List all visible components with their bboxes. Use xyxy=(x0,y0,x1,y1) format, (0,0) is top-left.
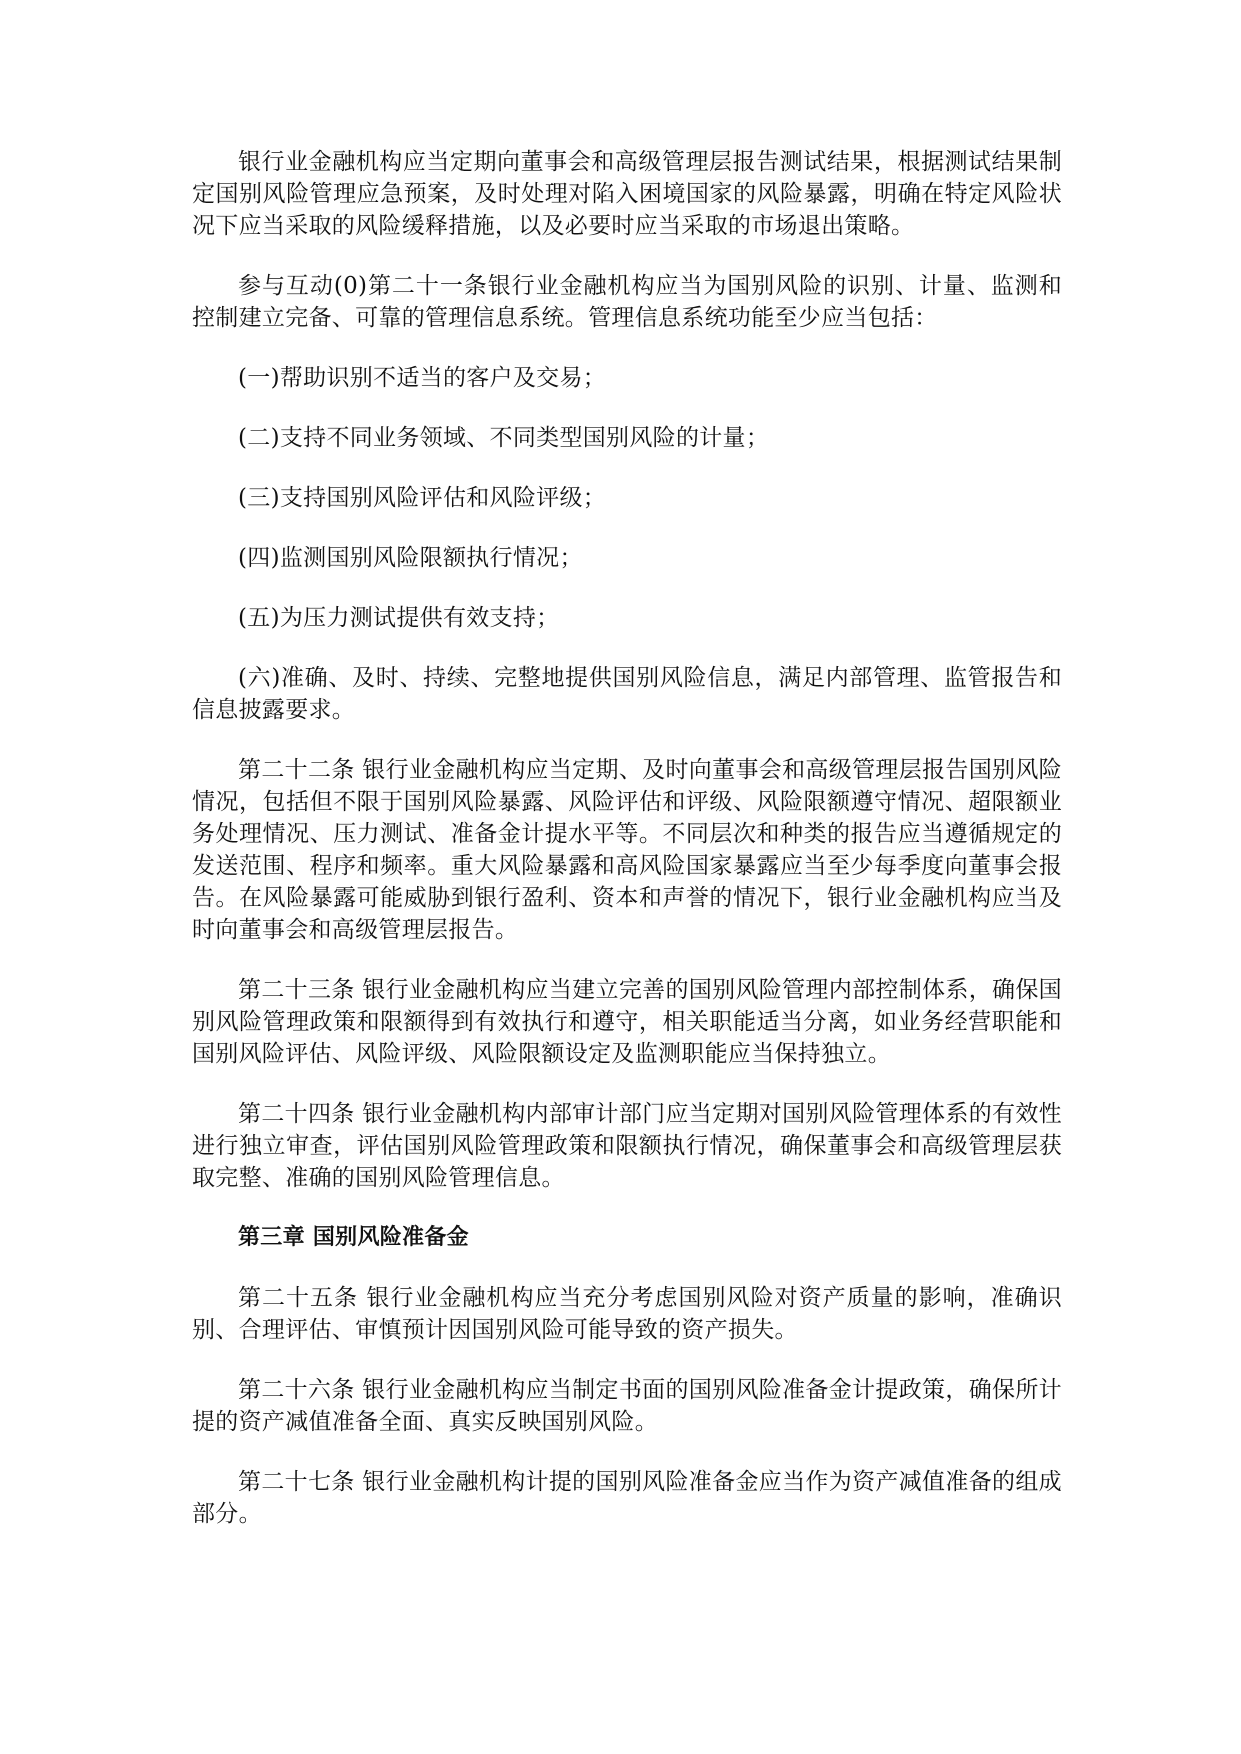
document-body xyxy=(192,146,1062,1558)
paragraph-article-23: 第二十三条 银行业金融机构应当建立完善的国别风险管理内部控制体系，确保国别风险管理政策和限额得到有效执行和遵守，相关职能适当分离，如业务经营职能和国别风险评估、风险评级、风险限额设定及监测职能应当保持独立。 xyxy=(192,977,1062,1067)
list-item-5: (五)为压力测试提供有效支持； xyxy=(238,605,560,631)
list-item-2: (二)支持不同业务领域、不同类型国别风险的计量； xyxy=(238,425,770,451)
list-item-6: (六)准确、及时、持续、完整地提供国别风险信息，满足内部管理、监管报告和信息披露要求。 xyxy=(192,665,1062,723)
chapter-title: 第三章 国别风险准备金 xyxy=(238,1225,469,1250)
paragraph-article-26: 第二十六条 银行业金融机构应当制定书面的国别风险准备金计提政策，确保所计提的资产减值准备全面、真实反映国别风险。 xyxy=(192,1377,1062,1435)
paragraph-test-results: 银行业金融机构应当定期向董事会和高级管理层报告测试结果，根据测试结果制定国别风险管理应急预案，及时处理对陷入困境国家的风险暴露，明确在特定风险状况下应当采取的风险缓释措施，以及必要时应当采取的市场退出策略。 xyxy=(192,149,1062,239)
list-item-4: (四)监测国别风险限额执行情况； xyxy=(238,545,583,571)
paragraph-article-21: 参与互动(0)第二十一条银行业金融机构应当为国别风险的识别、计量、监测和控制建立完备、可靠的管理信息系统。管理信息系统功能至少应当包括： xyxy=(192,273,1062,331)
list-item-1: (一)帮助识别不适当的客户及交易； xyxy=(238,365,607,391)
paragraph-article-24: 第二十四条 银行业金融机构内部审计部门应当定期对国别风险管理体系的有效性进行独立审查，评估国别风险管理政策和限额执行情况，确保董事会和高级管理层获取完整、准确的国别风险管理信息。 xyxy=(192,1101,1062,1191)
list-item-3: (三)支持国别风险评估和风险评级； xyxy=(238,485,607,511)
paragraph-article-27: 第二十七条 银行业金融机构计提的国别风险准备金应当作为资产减值准备的组成部分。 xyxy=(192,1469,1062,1527)
paragraph-article-25: 第二十五条 银行业金融机构应当充分考虑国别风险对资产质量的影响，准确识别、合理评估、审慎预计因国别风险可能导致的资产损失。 xyxy=(192,1285,1062,1343)
paragraph-article-22: 第二十二条 银行业金融机构应当定期、及时向董事会和高级管理层报告国别风险情况，包括但不限于国别风险暴露、风险评估和评级、风险限额遵守情况、超限额业务处理情况、压力测试、准备金计提水平等。不同层次和种类的报告应当遵循规定的发送范围、程序和频率。重大风险暴露和高风险国家暴露应当至少每季度向董事会报告。在风险暴露可能威胁到银行盈利、资本和声誉的情况下，银行业金融机构应当及时向董事会和高级管理层报告。 xyxy=(192,757,1062,943)
